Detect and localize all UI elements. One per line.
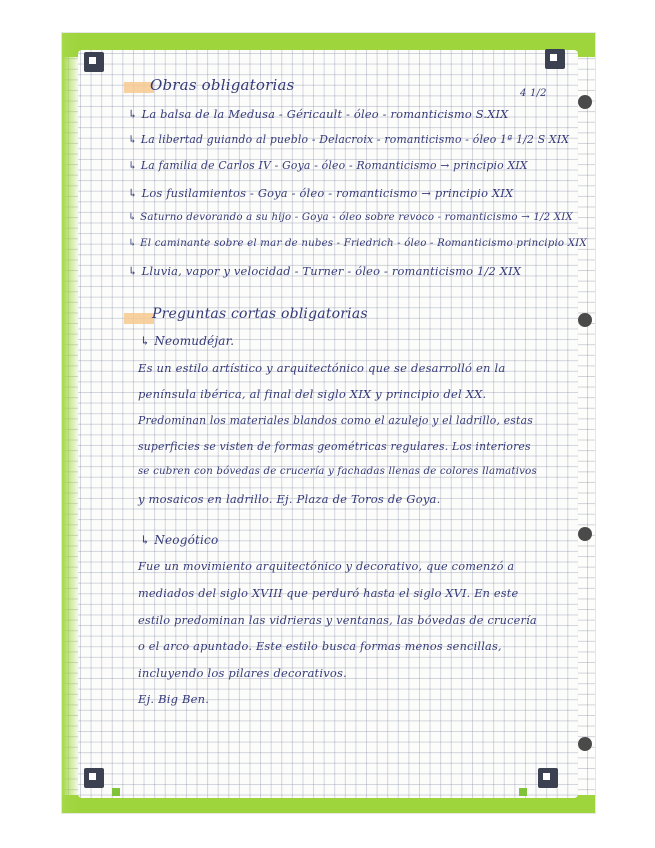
list-item: ↳ La libertad guiando al pueblo - Delacroix - romanticismo - óleo 1ª 1/2 S XIX: [128, 133, 570, 146]
corner-marker-bottom-right: [538, 768, 558, 788]
paragraph-line: superficies se visten de formas geométricas regulares. Los interiores: [138, 440, 531, 453]
section-heading: ↳ Neogótico: [140, 533, 219, 547]
list-item: ↳ Los fusilamientos - Goya - óleo - romanticismo → principio XIX: [128, 186, 514, 200]
list-item: ↳ Lluvia, vapor y velocidad - Turner - óleo - romanticismo 1/2 XIX: [128, 264, 522, 278]
corner-marker-bottom-left: [84, 768, 104, 788]
binder-hole: [578, 737, 592, 751]
paragraph-line: Ej. Big Ben.: [138, 692, 210, 706]
page-number: 4 1/2: [520, 88, 547, 99]
corner-marker-top-right: [545, 49, 565, 69]
green-dot-left: [112, 788, 120, 796]
section-heading: ↳ Neomudéjar.: [140, 334, 235, 348]
list-item: ↳ Saturno devorando a su hijo - Goya - óleo sobre revoco - romanticismo → 1/2 XIX: [128, 212, 573, 223]
paragraph-line: Fue un movimiento arquitectónico y decorativo, que comenzó a: [138, 560, 515, 573]
paragraph-line: se cubren con bóvedas de crucería y fachadas llenas de colores llamativos: [138, 466, 537, 477]
list-item: ↳ La balsa de la Medusa - Géricault - óleo - romanticismo S.XIX: [128, 107, 509, 121]
paragraph-line: Predominan los materiales blandos como el azulejo y el ladrillo, estas: [138, 414, 533, 427]
binder-hole: [578, 527, 592, 541]
paragraph-line: y mosaicos en ladrillo. Ej. Plaza de Toros de Goya.: [138, 492, 441, 506]
section-title: Preguntas cortas obligatorias: [152, 306, 368, 322]
corner-marker-top-left: [84, 52, 104, 72]
paragraph-line: estilo predominan las vidrieras y ventanas, las bóvedas de crucería: [138, 614, 537, 627]
page-title: Obras obligatorias: [150, 76, 295, 94]
paragraph-line: península ibérica, al final del siglo XIX y principio del XX.: [138, 387, 487, 401]
binder-hole: [578, 313, 592, 327]
paragraph-line: mediados del siglo XVIII que perduró hasta el siglo XVI. En este: [138, 587, 519, 600]
binder-hole: [578, 95, 592, 109]
highlight-mark: [124, 313, 154, 324]
paragraph-line: incluyendo los pilares decorativos.: [138, 666, 348, 680]
list-item: ↳ La familia de Carlos IV - Goya - óleo - Romanticismo → principio XIX: [128, 159, 528, 172]
paragraph-line: o el arco apuntado. Este estilo busca formas menos sencillas,: [138, 640, 502, 653]
green-dot-right: [519, 788, 527, 796]
list-item: ↳ El caminante sobre el mar de nubes - Friedrich - óleo - Romanticismo principio XIX: [128, 238, 587, 249]
paragraph-line: Es un estilo artístico y arquitectónico que se desarrolló en la: [138, 361, 506, 375]
